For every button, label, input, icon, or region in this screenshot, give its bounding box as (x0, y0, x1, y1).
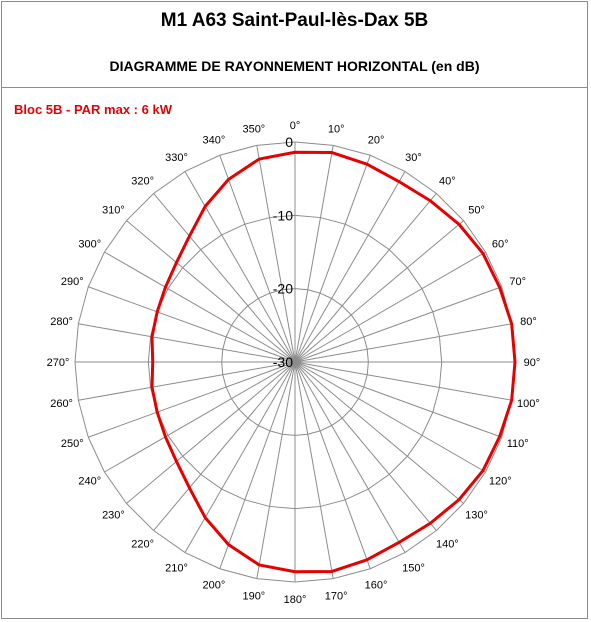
ring-label: 0 (285, 134, 293, 150)
angle-label: 20° (367, 134, 385, 147)
series-label: Bloc 5B - PAR max : 6 kW (14, 102, 172, 117)
ring-label: -20 (272, 280, 293, 297)
angle-label: 130° (465, 509, 488, 522)
angle-label: 200° (202, 579, 226, 592)
angle-label: 150° (402, 562, 425, 575)
angle-label: 60° (491, 238, 509, 251)
angle-label: 160° (364, 579, 388, 592)
angle-label: 240° (78, 475, 102, 488)
ring-label: -10 (272, 207, 293, 224)
angle-label: 310° (102, 204, 125, 217)
ring-label: -30 (272, 354, 293, 370)
angle-label: 100° (517, 398, 540, 411)
angle-label: 300° (78, 238, 102, 251)
angle-label: 280° (50, 315, 73, 328)
angle-label: 170° (324, 590, 348, 603)
angle-label: 190° (242, 590, 266, 603)
angle-label: 110° (506, 438, 529, 451)
angle-label: 250° (60, 438, 84, 451)
angle-label: 320° (131, 175, 155, 188)
angle-label: 40° (439, 175, 456, 188)
angle-label: 10° (327, 123, 345, 136)
angle-label: 350° (242, 123, 266, 136)
chart-subtitle: DIAGRAMME DE RAYONNEMENT HORIZONTAL (en dB) (109, 58, 480, 74)
angle-label: 270° (46, 357, 70, 369)
chart-title: M1 A63 Saint-Paul-lès-Dax 5B (160, 10, 429, 31)
angle-label: 260° (50, 398, 73, 411)
angle-label: 0° (289, 120, 301, 132)
angle-label: 290° (60, 275, 84, 288)
angle-label: 210° (165, 562, 188, 575)
angle-label: 120° (488, 475, 512, 488)
angle-label: 50° (468, 204, 485, 217)
angle-label: 180° (283, 594, 307, 606)
angle-label: 90° (523, 357, 541, 369)
angle-label: 80° (520, 315, 537, 328)
angle-label: 220° (131, 538, 155, 551)
angle-label: 230° (102, 509, 125, 522)
angle-label: 330° (165, 151, 188, 164)
angle-label: 30° (405, 151, 422, 164)
angle-label: 340° (202, 134, 226, 147)
angle-label: 140° (435, 538, 459, 551)
angle-label: 70° (509, 275, 527, 288)
